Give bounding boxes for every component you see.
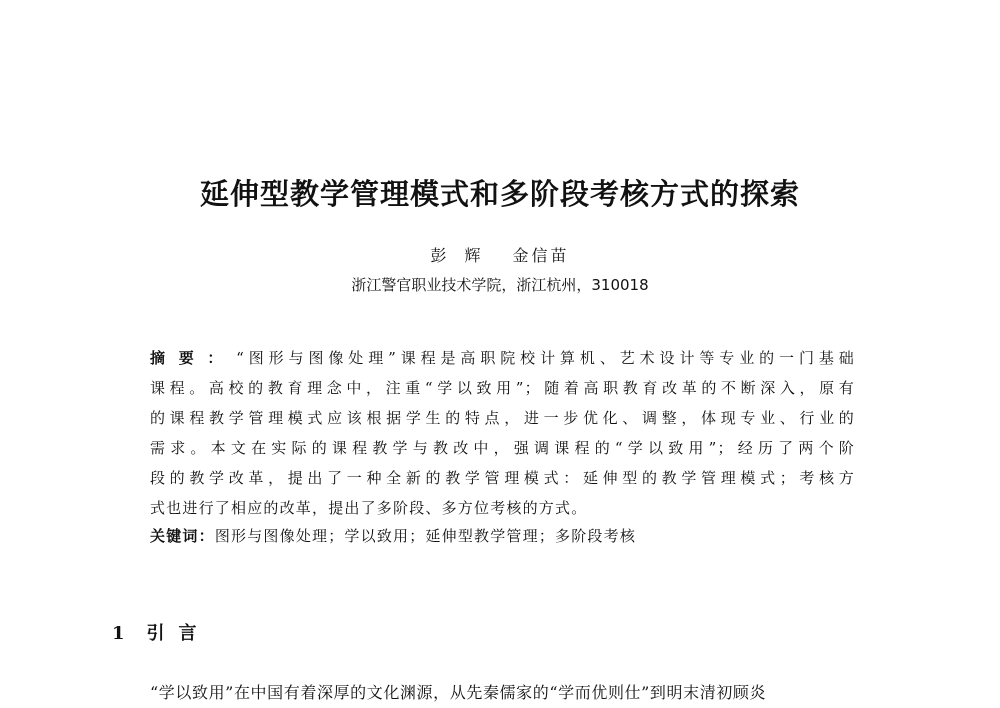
body-paragraph-line: “学以致用”在中国有着深厚的文化渊源，从先秦儒家的“学而优则仕”到明末清初顾炎 xyxy=(150,683,767,702)
author-name: 金信苗 xyxy=(512,246,570,265)
abstract-line: 的课程教学管理模式应该根据学生的特点，进一步优化、调整，体现专业、行业的 xyxy=(150,409,855,427)
abstract-line: 段的教学改革，提出了一种全新的教学管理模式：延伸型的教学管理模式；考核方 xyxy=(150,469,855,487)
abstract-line: 式也进行了相应的改革，提出了多阶段、多方位考核的方式。 xyxy=(150,499,588,517)
keywords-label: 关键词： xyxy=(150,527,215,545)
author-name: 彭辉 xyxy=(430,246,499,265)
author-list xyxy=(0,243,1000,266)
section-title: 引言 xyxy=(146,623,211,644)
section-number: 1 xyxy=(112,623,125,644)
section-heading xyxy=(112,619,211,645)
abstract-line: 需求。本文在实际的课程教学与教改中，强调课程的“学以致用”；经历了两个阶 xyxy=(150,439,855,457)
abstract-line xyxy=(150,343,855,373)
author-affiliation: 浙江警官职业技术学院，浙江杭州，310018 xyxy=(351,276,649,294)
abstract-label: 摘要： xyxy=(150,349,237,367)
abstract-line: 课程。高校的教育理念中，注重“学以致用”；随着高职教育改革的不断深入，原有 xyxy=(150,379,855,397)
paper-title: 延伸型教学管理模式和多阶段考核方式的探索 xyxy=(199,177,800,211)
keywords-text: 图形与图像处理；学以致用；延伸型教学管理；多阶段考核 xyxy=(214,527,637,545)
abstract-text: “图形与图像处理”课程是高职院校计算机、艺术设计等专业的一门基础 xyxy=(236,349,855,367)
keywords-line xyxy=(150,525,636,546)
abstract-block xyxy=(150,343,855,523)
